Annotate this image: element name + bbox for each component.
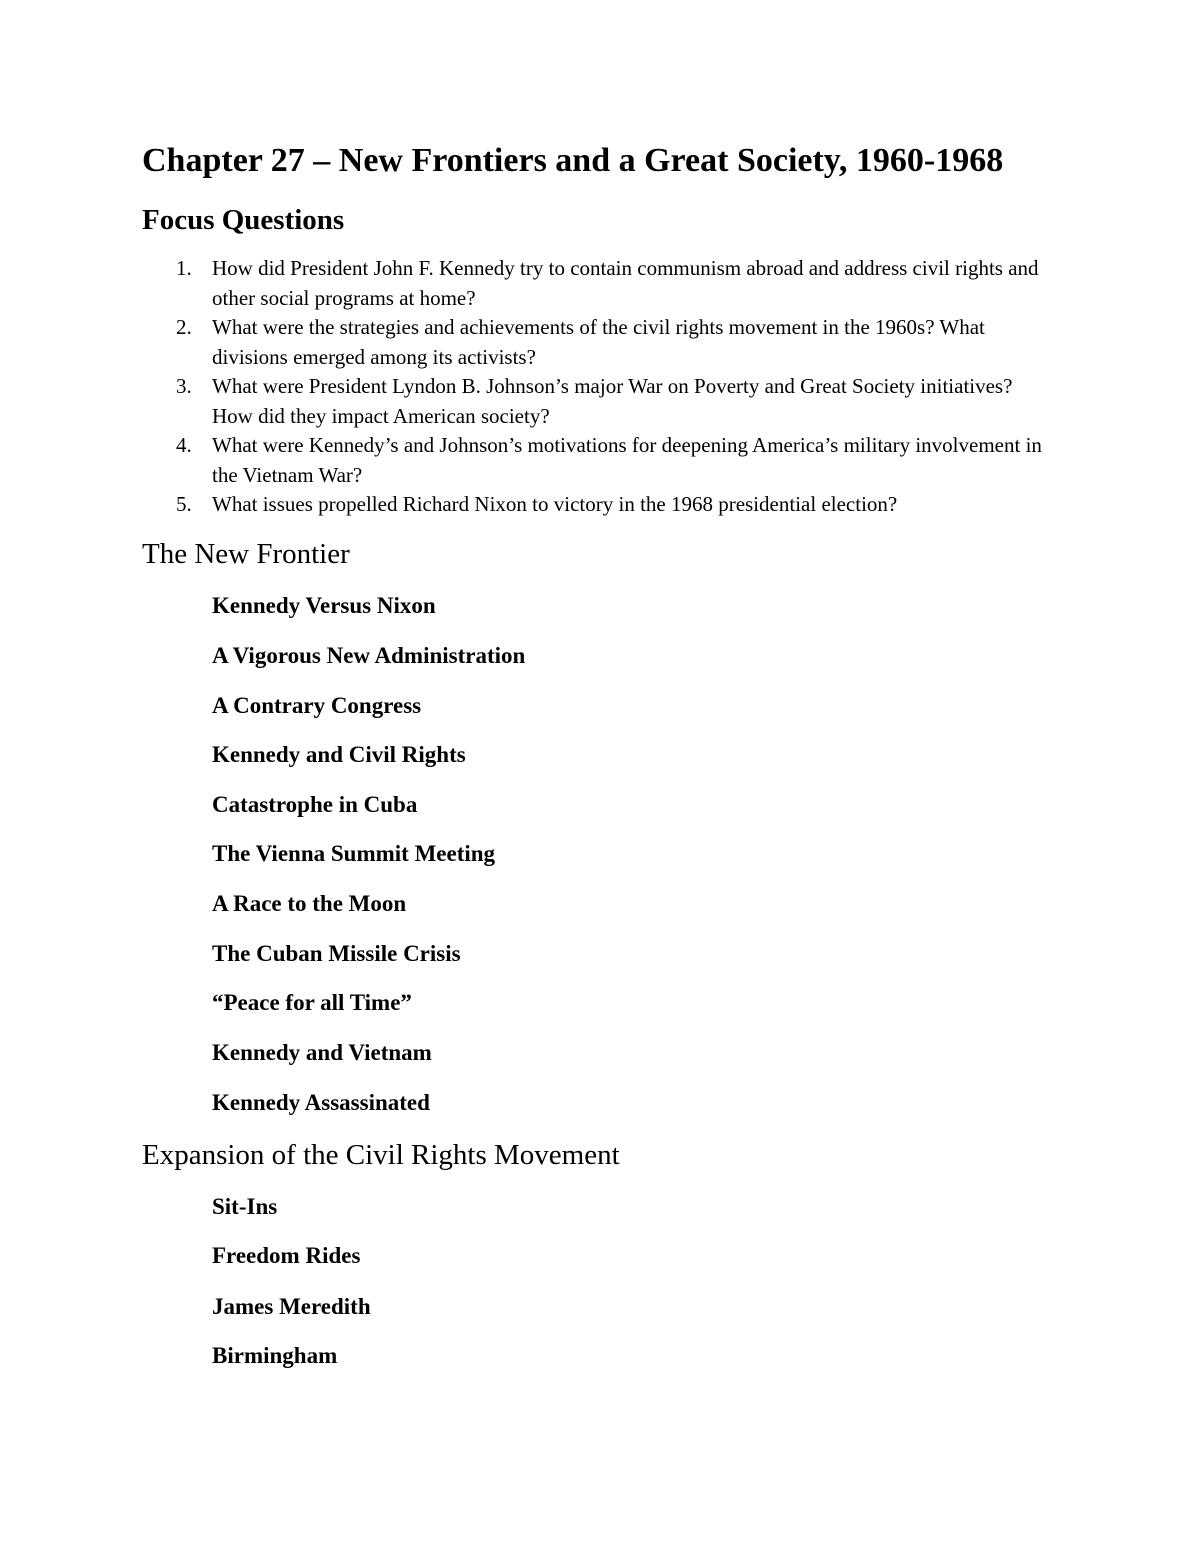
section-heading-new-frontier: The New Frontier: [142, 538, 350, 570]
focus-questions-heading: Focus Questions: [142, 204, 345, 236]
list-item: [0, 372, 1200, 431]
topic-item: Kennedy Assassinated: [212, 1090, 430, 1115]
question-number: 5.: [176, 492, 192, 516]
topic-item: A Contrary Congress: [212, 693, 422, 718]
topic-item: Birmingham: [212, 1343, 338, 1368]
topic-item: Kennedy and Vietnam: [212, 1040, 432, 1065]
topic-item: Kennedy Versus Nixon: [212, 593, 436, 618]
topic-item: James Meredith: [212, 1294, 371, 1319]
topic-item: A Race to the Moon: [212, 891, 407, 916]
question-text: What were the strategies and achievements of the civil rights movement in the 1960s? What divisions emerged among its activists?: [212, 315, 985, 369]
question-number: 2.: [176, 315, 192, 339]
list-item: [0, 431, 1200, 490]
question-text: What were President Lyndon B. Johnson’s major War on Poverty and Great Society initiatives? How did they impact American society?: [212, 374, 1013, 428]
list-item: [0, 490, 1200, 520]
topic-item: Catastrophe in Cuba: [212, 792, 418, 817]
topic-item: Sit-Ins: [212, 1194, 278, 1219]
topic-item: Freedom Rides: [212, 1243, 361, 1268]
question-number: 4.: [176, 433, 192, 457]
question-text: What were Kennedy’s and Johnson’s motivations for deepening America’s military involvement in the Vietnam War?: [212, 433, 1042, 487]
page-title: Chapter 27 – New Frontiers and a Great Society, 1960-1968: [142, 142, 1004, 179]
topic-item: The Cuban Missile Crisis: [212, 941, 461, 966]
list-item: [0, 313, 1200, 372]
topic-item: Kennedy and Civil Rights: [212, 742, 466, 767]
focus-questions-list: [0, 254, 1200, 520]
question-text: What issues propelled Richard Nixon to victory in the 1968 presidential election?: [212, 492, 898, 516]
question-number: 1.: [176, 256, 192, 280]
question-text: How did President John F. Kennedy try to contain communism abroad and address civil rights and other social programs at home?: [212, 256, 1039, 310]
topic-item: The Vienna Summit Meeting: [212, 841, 496, 866]
topic-item: “Peace for all Time”: [212, 990, 412, 1015]
section-heading-civil-rights: Expansion of the Civil Rights Movement: [142, 1139, 620, 1171]
question-number: 3.: [176, 374, 192, 398]
topic-item: A Vigorous New Administration: [212, 643, 526, 668]
list-item: [0, 254, 1200, 313]
